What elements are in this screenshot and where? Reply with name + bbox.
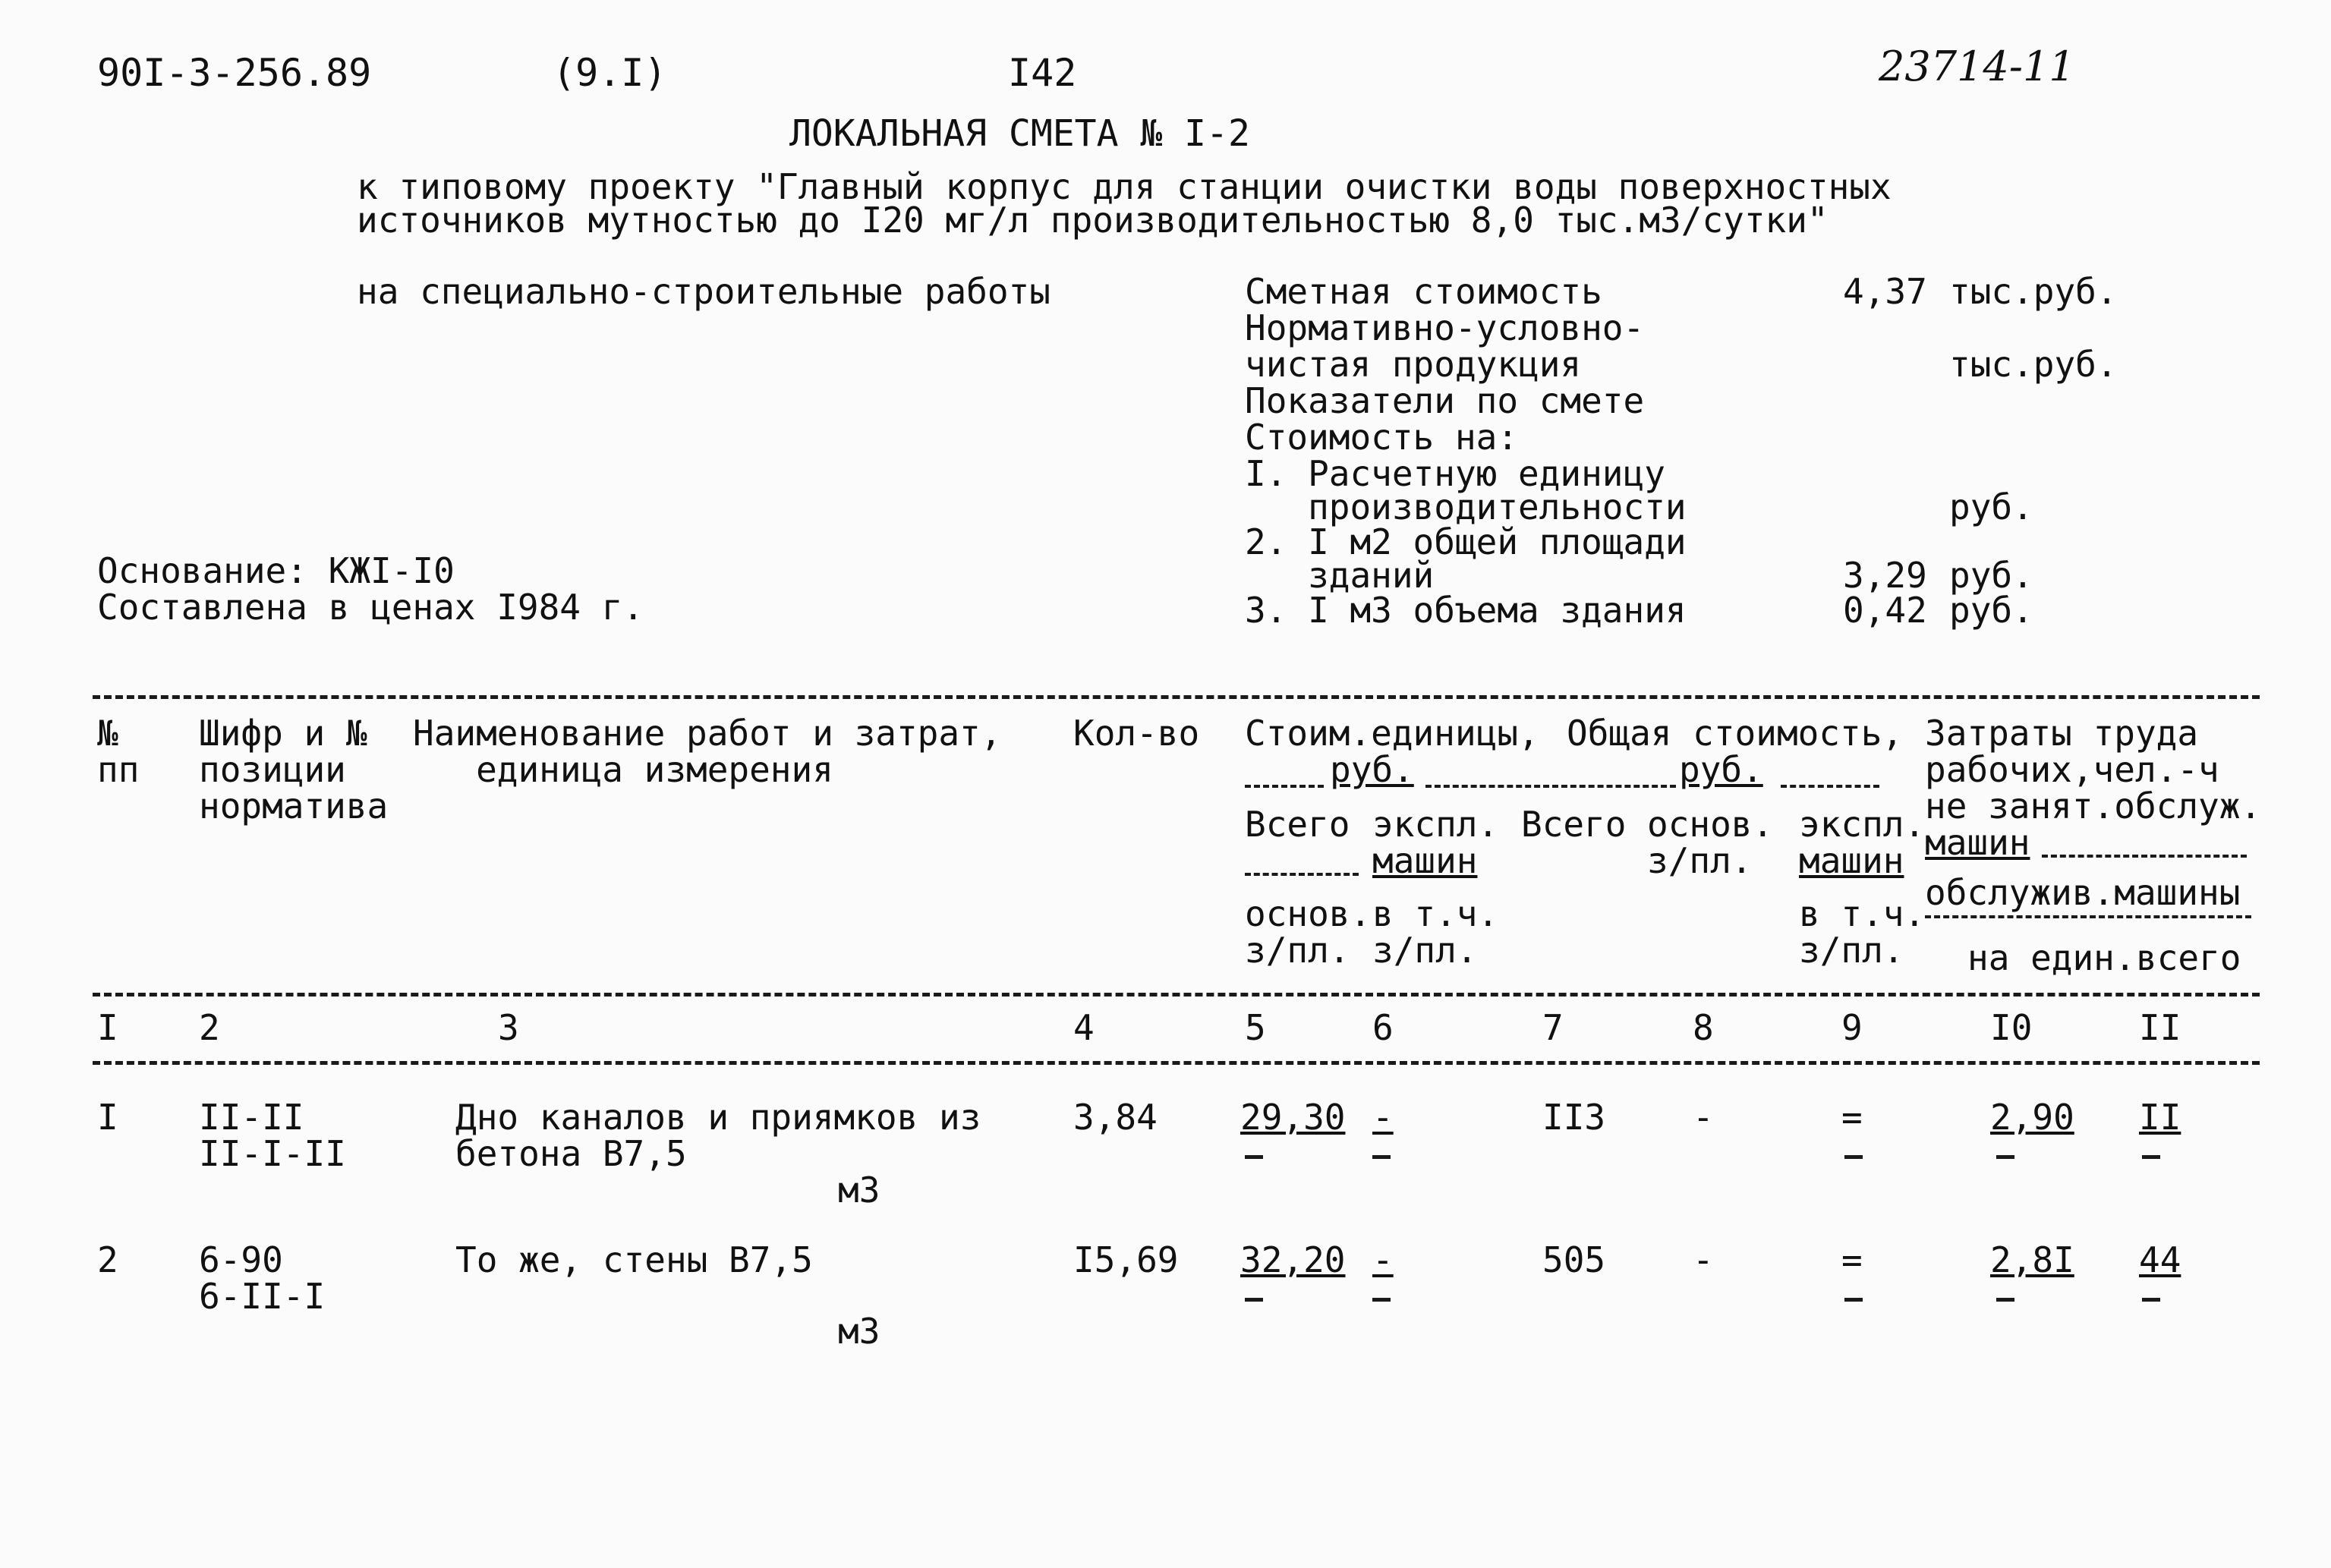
header-total-cost-group: Общая стоимость,	[1567, 713, 1904, 754]
project-line-1: к типовому проекту "Главный корпус для станции очистки воды поверхностных	[357, 166, 1892, 207]
table-top-rule	[93, 695, 2260, 699]
row-total-machines-wage-dash	[1844, 1155, 1863, 1159]
row-labor-per-unit: 2,90	[1990, 1097, 2074, 1138]
header-rule	[1781, 785, 1879, 788]
per-m3-unit: руб.	[1949, 590, 2033, 631]
document-code: 90I-3-256.89	[97, 51, 372, 95]
row-quantity: 3,84	[1073, 1097, 1158, 1138]
document-title: ЛОКАЛЬНАЯ СМЕТА № I-2	[789, 112, 1250, 155]
column-number: 7	[1542, 1007, 1564, 1048]
row-unit-machines-wage-dash	[1372, 1298, 1391, 1302]
row-name: То же, стены В7,5	[455, 1239, 813, 1280]
estimated-cost-value: 4,37	[1843, 271, 1927, 312]
per-m3-value: 0,42	[1843, 590, 1927, 631]
row-unit-total: 29,30	[1240, 1097, 1346, 1138]
column-number: I	[97, 1007, 118, 1048]
basis-label: Основание: КЖI-I0	[97, 550, 455, 591]
row-total-base: -	[1693, 1097, 1714, 1138]
header-unit-cost-currency: руб.	[1330, 749, 1414, 790]
header-unit-machines-wage: в т.ч. з/пл.	[1372, 893, 1499, 971]
project-line-2: источников мутностью до I20 мг/л производительностью 8,0 тыс.м3/сутки"	[357, 200, 1829, 241]
row-unit-base-dash	[1245, 1155, 1263, 1159]
summary-line: Показатели по смете	[1245, 380, 1645, 421]
row-labor-per-unit-dash	[1996, 1298, 2014, 1302]
header-rule	[2042, 855, 2247, 858]
handwritten-stamp: 23714-11	[1879, 43, 2075, 90]
row-unit-machines-wage-dash	[1372, 1155, 1391, 1159]
header-name: Наименование работ и затрат, единица измерения	[413, 713, 1002, 790]
row-total-machines: =	[1841, 1239, 1863, 1280]
summary-line: Нормативно-условно-	[1245, 307, 1645, 348]
row-labor-total-dash	[2142, 1298, 2160, 1302]
header-total-machines-wage: в т.ч. з/пл.	[1799, 893, 1926, 971]
row-labor-total: 44	[2139, 1239, 2181, 1280]
column-number: 6	[1372, 1007, 1394, 1048]
column-number: 2	[199, 1007, 220, 1048]
column-number: 5	[1245, 1007, 1266, 1048]
per-unit-unit: руб.	[1949, 486, 2033, 527]
work-type: на специально-строительные работы	[357, 271, 1051, 312]
header-total-base-wage: основ. з/пл.	[1647, 804, 1774, 881]
per-m2-value: 3,29	[1843, 555, 1927, 596]
header-quantity: Кол-во	[1073, 713, 1200, 754]
per-m2-unit: руб.	[1949, 555, 2033, 596]
header-labor-per-unit: на един.	[1967, 937, 2136, 978]
row-total-machines: =	[1841, 1097, 1863, 1138]
summary-line: чистая продукция	[1245, 344, 1582, 385]
header-code: Шифр и № позиции норматива	[199, 713, 389, 827]
header-labor-serving: обслужив.машины	[1925, 872, 2241, 913]
summary-line: 2. I м2 общей площади	[1245, 521, 1687, 562]
header-unit-machines: экспл.	[1372, 804, 1499, 845]
header-total-machines-2: машин	[1799, 840, 1904, 881]
row-name: Дно каналов и приямков из бетона В7,5	[455, 1097, 981, 1174]
header-rule	[1245, 785, 1324, 788]
summary-line: Сметная стоимость	[1245, 271, 1602, 312]
row-labor-total: II	[2139, 1097, 2181, 1138]
row-quantity: I5,69	[1073, 1239, 1179, 1280]
price-level: Составлена в ценах I984 г.	[97, 587, 644, 628]
header-labor-total: всего	[2136, 937, 2241, 978]
header-unit-cost-group: Стоим.единицы,	[1245, 713, 1539, 754]
header-rule	[1925, 915, 2251, 918]
header-total-cost-currency: руб.	[1679, 749, 1763, 790]
column-number: 3	[498, 1007, 519, 1048]
header-unit-machines-2: машин	[1372, 840, 1478, 881]
row-code: 6-90 6-II-I	[199, 1239, 326, 1317]
album-number: (9.I)	[553, 51, 667, 95]
summary-line: Стоимость на:	[1245, 417, 1519, 458]
column-number: 8	[1693, 1007, 1714, 1048]
header-number: № пп	[97, 713, 140, 790]
row-labor-per-unit: 2,8I	[1990, 1239, 2074, 1280]
row-unit: м3	[838, 1170, 880, 1211]
row-number: I	[97, 1097, 118, 1138]
row-unit-base-dash	[1245, 1298, 1263, 1302]
row-total: II3	[1542, 1097, 1606, 1138]
row-total-base: -	[1693, 1239, 1714, 1280]
row-labor-per-unit-dash	[1996, 1155, 2014, 1159]
header-labor-group: Затраты труда рабочих,чел.-ч не занят.обслуж.	[1925, 713, 2262, 827]
header-bottom-rule	[93, 993, 2260, 997]
row-labor-total-dash	[2142, 1155, 2160, 1159]
summary-line: 3. I м3 объема здания	[1245, 590, 1687, 631]
header-rule	[1425, 785, 1676, 788]
row-number: 2	[97, 1239, 118, 1280]
column-number: 4	[1073, 1007, 1095, 1048]
row-unit-machines: -	[1372, 1097, 1394, 1138]
column-number: I0	[1990, 1007, 2033, 1048]
column-number: II	[2139, 1007, 2181, 1048]
column-numbers-rule	[93, 1061, 2260, 1065]
row-total-machines-wage-dash	[1844, 1298, 1863, 1302]
page-number: I42	[1008, 51, 1077, 95]
row-code: II-II II-I-II	[199, 1097, 346, 1174]
header-unit-base-wage: основ. з/пл.	[1245, 893, 1372, 971]
row-unit-machines: -	[1372, 1239, 1394, 1280]
header-unit-total: Всего	[1245, 804, 1350, 845]
column-number: 9	[1841, 1007, 1863, 1048]
header-labor-machines: машин	[1925, 822, 2030, 863]
row-unit-total: 32,20	[1240, 1239, 1346, 1280]
header-rule	[1245, 873, 1359, 876]
header-total: Всего	[1521, 804, 1627, 845]
summary-line: производительности	[1245, 486, 1687, 527]
estimated-cost-unit: тыс.руб.	[1949, 271, 2118, 312]
header-total-machines: экспл.	[1799, 804, 1926, 845]
row-unit: м3	[838, 1311, 880, 1352]
summary-line: зданий	[1245, 555, 1435, 596]
net-production-unit: тыс.руб.	[1949, 344, 2118, 385]
row-total: 505	[1542, 1239, 1606, 1280]
summary-line: I. Расчетную единицу	[1245, 453, 1665, 494]
